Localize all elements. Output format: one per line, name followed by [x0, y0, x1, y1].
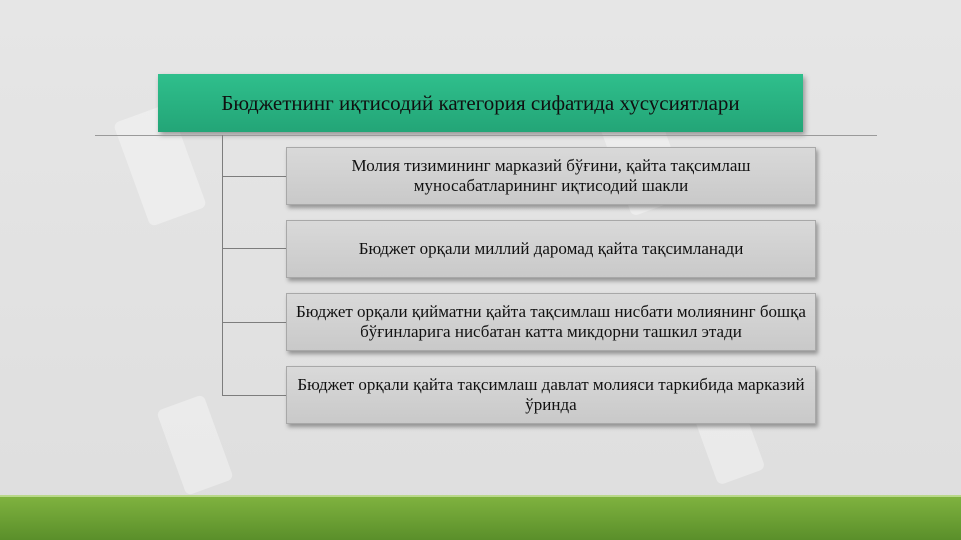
feature-box-2	[286, 220, 816, 278]
watermark-shape	[156, 394, 234, 496]
feature-box-3	[286, 293, 816, 351]
horizontal-divider	[95, 135, 877, 136]
feature-text: Молия тизимининг марказий бўғини, қайта тақсимлаш муносабатларининг иқтисодий шакли	[351, 156, 751, 195]
feature-text: Бюджет орқали миллий даромад қайта тақсимланади	[358, 239, 744, 258]
connector-branch	[222, 395, 286, 396]
connector-branch	[222, 176, 286, 177]
connector-branch	[222, 322, 286, 323]
footer-bar	[0, 497, 961, 540]
diagram-title-box	[158, 74, 803, 132]
feature-text: Бюджет орқали қайта тақсимлаш давлат молияси таркибида марказий ўринда	[297, 375, 805, 414]
feature-box-1	[286, 147, 816, 205]
connector-trunk	[222, 135, 223, 395]
connector-branch	[222, 248, 286, 249]
feature-box-4	[286, 366, 816, 424]
feature-text: Бюджет орқали қийматни қайта тақсимлаш нисбати молиянинг бошқа бўғинларига нисбатан катта микдорни ташкил этади	[296, 302, 806, 341]
diagram-title: Бюджетнинг иқтисодий категория сифатида хусусиятлари	[221, 90, 740, 115]
